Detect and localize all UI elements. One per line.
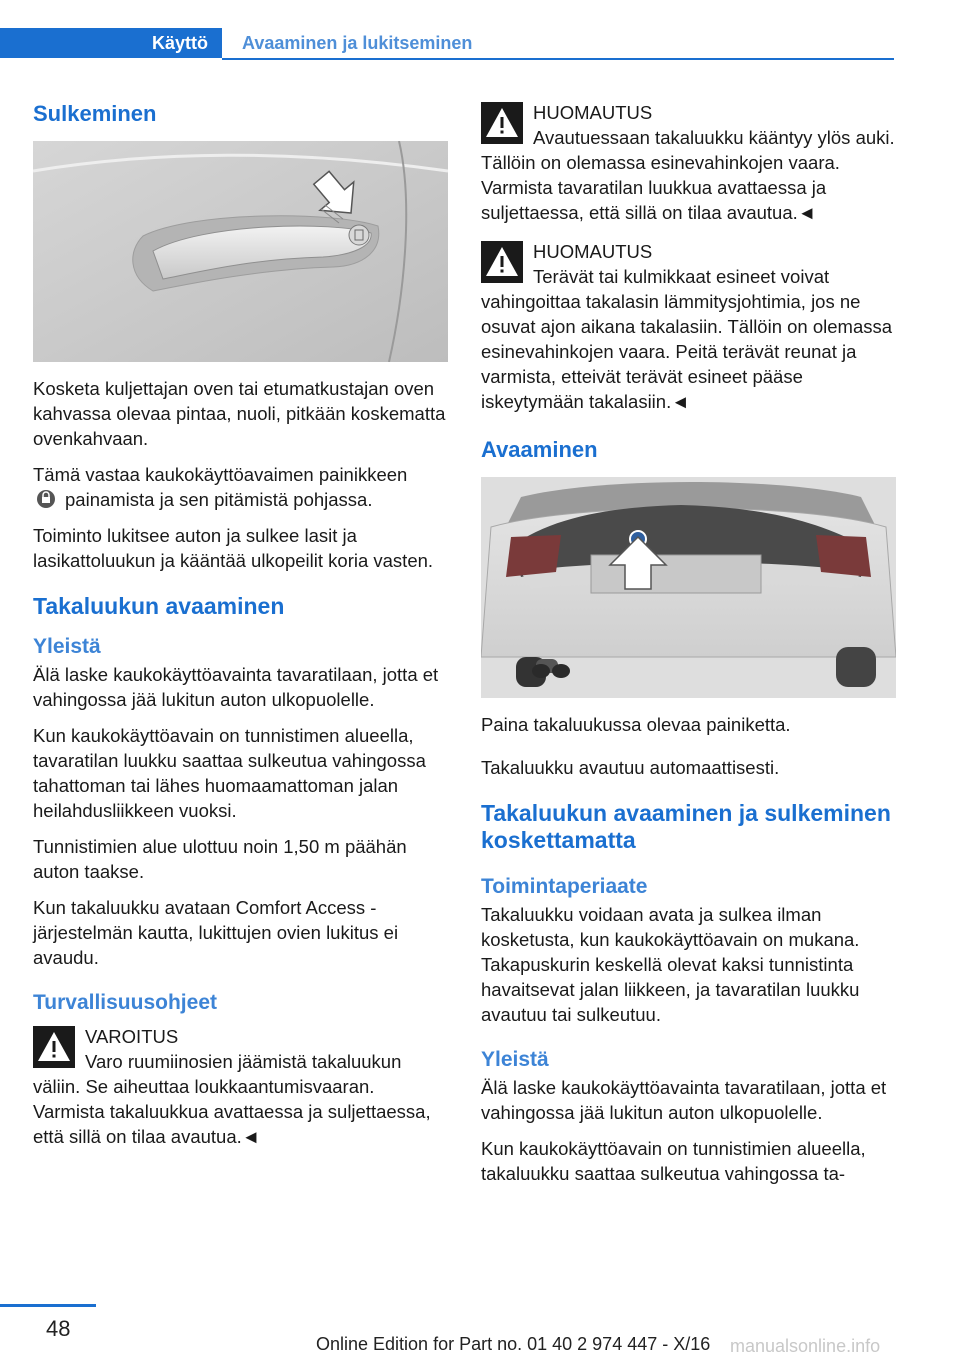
text-touch-handle: Kosketa kuljettajan oven tai etumatkustajan oven kahvassa olevaa pintaa, nuoli, pitkään koskematta ovenkahvaan. <box>33 378 446 449</box>
notice-title-2: HUOMAUTUS <box>533 241 653 262</box>
warning-text: Varo ruumiinosien jäämistä takaluukun väliin. Se aiheuttaa loukkaantumisvaaran. Varmista takaluukkua avattaessa ja suljettaessa, että sillä on tilaa avautua.◄ <box>33 1051 431 1147</box>
notice-block-1 <box>481 100 896 225</box>
notice-text-1: Avautuessaan takaluukku kääntyy ylös auki. Tällöin on olemassa esinevahinkojen vaara. Varmista tavaratilan luukkua avattaessa ja suljettaessa, että sillä on tilaa avautua.◄ <box>481 127 895 223</box>
notice-text-2: Terävät tai kulmikkaat esineet voivat vahingoittaa takalasin lämmitysjohtimia, jos ne osuvat ajon aikana takalasiin. Tällöin on olemassa esinevahinkojen vaara. Peitä terävät reunat ja varmista, etteivät terävät esineet pääse iskeytymään takalasiin.◄ <box>481 266 893 412</box>
text-remote-equivalent-post: painamista ja sen pitämistä pohjassa. <box>65 489 373 510</box>
warning-block <box>33 1024 448 1149</box>
footer-rule <box>0 1304 96 1307</box>
heading-toimintaperiaate: Toimintaperiaate <box>481 875 648 898</box>
notice-triangle-icon <box>481 241 523 283</box>
text-general-1: Älä laske kaukokäyttöavainta tavaratilaan, jotta et vahingossa jää lukitun auton ulkopuolelle. <box>33 664 439 710</box>
text-remote-equivalent <box>33 462 448 512</box>
section-tab[interactable] <box>0 28 222 58</box>
page-number: 48 <box>46 1316 71 1341</box>
text-press-button: Paina takaluukussa olevaa painiketta. <box>481 714 791 735</box>
text-general-2: Kun kaukokäyttöavain on tunnistimen alueella, tavaratilan luukku saattaa sulkeutua vahingossa tahattoman tai lähes huomaamattoman jalan heilahdusliikkeen vuoksi. <box>33 725 426 821</box>
text-remote-equivalent-pre: Tämä vastaa kaukokäyttöavaimen painikkeen <box>33 464 408 485</box>
heading-yleista: Yleistä <box>33 635 101 658</box>
left-column <box>33 100 448 1160</box>
heading-avaaminen: Avaaminen <box>481 437 598 462</box>
notice-block-2 <box>481 239 896 414</box>
edition-text: Online Edition for Part no. 01 40 2 974 447 - X/16 <box>316 1334 711 1354</box>
warning-title: VAROITUS <box>85 1026 179 1047</box>
heading-touchless: Takaluukun avaaminen ja sulkeminen koskettamatta <box>481 800 891 853</box>
lock-button-icon <box>33 489 59 509</box>
tailgate-illustration <box>481 477 896 698</box>
header-rule <box>222 58 894 60</box>
heading-turvallisuusohjeet: Turvallisuusohjeet <box>33 991 217 1014</box>
heading-sulkeminen: Sulkeminen <box>33 101 157 126</box>
warning-triangle-icon <box>33 1026 75 1068</box>
heading-yleista-right: Yleistä <box>481 1048 549 1071</box>
heading-takaluukun-avaaminen: Takaluukun avaaminen <box>33 593 285 619</box>
watermark: manualsonline.info <box>730 1336 881 1356</box>
text-general-right-1: Älä laske kaukokäyttöavainta tavaratilaan, jotta et vahingossa jää lukitun auton ulkopuolelle. <box>481 1077 887 1123</box>
page-header <box>0 0 960 64</box>
text-principle: Takaluukku voidaan avata ja sulkea ilman kosketusta, kun kaukokäyttöavain on mukana. Takapuskurin keskellä olevat kaksi tunnistinta havaitsevat jalan liikkeen, ja tavaratilan luukku avautuu tai sulkeutuu. <box>481 904 860 1025</box>
text-function: Toiminto lukitsee auton ja sulkee lasit ja lasikattoluukun ja kääntää ulkopeilit koria vasten. <box>33 525 434 571</box>
notice-triangle-icon <box>481 102 523 144</box>
text-general-3: Tunnistimien alue ulottuu noin 1,50 m päähän auton taakse. <box>33 836 407 882</box>
text-general-right-2: Kun kaukokäyttöavain on tunnistimien alueella, takaluukku saattaa sulkeutua vahingossa ta- <box>481 1138 866 1184</box>
right-column <box>481 100 896 1197</box>
text-auto-open: Takaluukku avautuu automaattisesti. <box>481 757 780 778</box>
door-handle-illustration <box>33 141 448 362</box>
text-general-4: Kun takaluukku avataan Comfort Access -järjestelmän kautta, lukittujen ovien lukitus ei avaudu. <box>33 897 399 968</box>
chapter-title: Avaaminen ja lukitseminen <box>242 33 473 53</box>
notice-title-1: HUOMAUTUS <box>533 102 653 123</box>
section-label: Käyttö <box>151 33 208 53</box>
